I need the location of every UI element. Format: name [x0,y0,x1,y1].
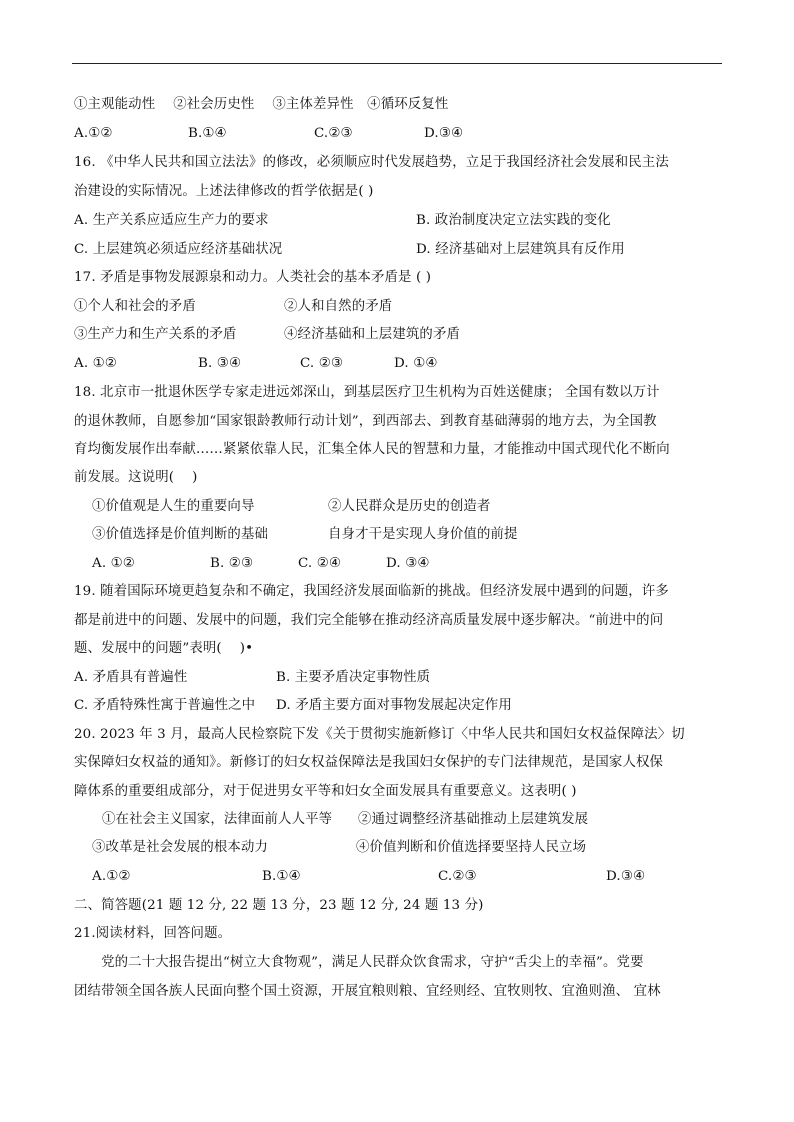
q16-stem-line2: 治建设的实际情况。上述法律修改的哲学依据是( ) [74,184,374,199]
q18-stem-line1: 18. 北京市一批退休医学专家走进远郊深山，到基层医疗卫生机构为百姓送健康； 全国有数以万计 [74,385,660,400]
q17-stem: 17. 矛盾是事物发展源泉和动力。人类社会的基本矛盾是 ( ) [74,270,432,285]
q16-option-c: C. 上层建筑必须适应经济基础状况 [74,242,283,257]
q19-stem-line1: 19. 随着国际环境更趋复杂和不确定，我国经济发展面临新的挑战。但经济发展中遇到的问题，许多 [74,584,669,599]
q20-stem-line2: 实保障妇女权益的通知》。新修订的妇女权益保障法是我国妇女保护的专门法律规范，是国家人权保 [74,755,664,770]
header-rule [72,63,722,64]
q16-stem-line1: 16. 《中华人民共和国立法法》的修改，必须顺应时代发展趋势，立足于我国经济社会发展和民主法 [74,155,669,170]
q15-option-a: A.①② [74,126,113,141]
section-heading: 二、简答题(21 题 12 分, 22 题 13 分，23 题 12 分, 24 题 13 分) [74,898,484,913]
q20-option-a: A.①② [92,869,131,884]
q19-option-c: C. 矛盾特殊性寓于普遍性之中 [74,698,256,713]
q18-option-c: C. ②④ [298,556,342,571]
q20-option-b: B.①④ [262,869,301,884]
q18-stem-line4: 前发展。这说明( ) [74,470,198,485]
q21-paragraph-line2: 团结带领全国各族人民面向整个国土资源，开展宜粮则粮、宜经则经、宜牧则牧、宜渔则渔、 宜林 [74,984,661,999]
q17-statement-4: ④经济基础和上层建筑的矛盾 [284,327,461,342]
q20-option-d: D.③④ [606,869,646,884]
q15-option-d: D.③④ [424,126,464,141]
q18-statement-4: 自身才干是实现人身价值的前提 [328,527,518,542]
q17-statement-2: ②人和自然的矛盾 [284,299,393,314]
q17-statement-1: ①个人和社会的矛盾 [74,299,196,314]
q17-statement-3: ③生产力和生产关系的矛盾 [74,327,237,342]
q18-statement-3: ③价值选择是价值判断的基础 [92,527,269,542]
q18-option-d: D. ③④ [386,556,430,571]
q19-stem-line3: 题、发展中的问题”表明( )• [74,641,254,656]
q21-stem: 21.阅读材料，回答问题。 [74,926,232,941]
q16-option-d: D. 经济基础对上层建筑具有反作用 [416,242,625,257]
q20-statement-3: ③改革是社会发展的根本动力 [92,840,269,855]
q19-option-d: D. 矛盾主要方面对事物发展起决定作用 [276,698,512,713]
q18-stem-line3: 育均衡发展作出奉献……紧紧依靠人民，汇集全体人民的智慧和力量，才能推动中国式现代化不断向 [74,442,670,457]
q19-option-b: B. 主要矛盾决定事物性质 [276,670,431,685]
q18-option-a: A. ①② [92,556,135,571]
q20-statement-4: ④价值判断和价值选择要坚持人民立场 [356,840,587,855]
q15-statements: ①主观能动性 ②社会历史性 ③主体差异性 ④循环反复性 [74,97,449,112]
q16-option-a: A. 生产关系应适应生产力的要求 [74,213,269,228]
q16-option-b: B. 政治制度决定立法实践的变化 [416,213,611,228]
q20-stem-line3: 障体系的重要组成部分，对于促进男女平等和妇女全面发展具有重要意义。这表明( ) [74,784,577,799]
q17-option-c: C. ②③ [300,356,344,371]
q19-stem-line2: 都是前进中的问题、发展中的问题，我们完全能够在推动经济高质量发展中逐步解决。“前进中的问 [74,613,664,628]
q18-option-b: B. ②③ [210,556,254,571]
q15-option-b: B.①④ [188,126,227,141]
q17-option-d: D. ①④ [394,356,438,371]
q21-paragraph-line1: 党的二十大报告提出“树立大食物观”，满足人民群众饮食需求，守护“舌尖上的幸福”。党要 [74,955,644,970]
q20-statement-1: ①在社会主义国家，法律面前人人平等 [102,812,333,827]
q20-statement-2: ②通过调整经济基础推动上层建筑发展 [358,812,589,827]
q17-option-b: B. ③④ [198,356,242,371]
q20-option-c: C.②③ [438,869,477,884]
q15-option-c: C.②③ [314,126,353,141]
q18-statement-1: ①价值观是人生的重要向导 [92,499,255,514]
q19-option-a: A. 矛盾具有普遍性 [74,670,188,685]
q20-stem-line1: 20. 2023 年 3 月，最高人民检察院下发《关于贯彻实施新修订〈中华人民共和国妇女权益保障法〉切 [74,727,685,742]
q18-stem-line2: 的退休教师，自愿参加“国家银龄教师行动计划”，到西部去、到教育基础薄弱的地方去，为全国教 [74,414,657,429]
q18-statement-2: ②人民群众是历史的创造者 [328,499,491,514]
q17-option-a: A. ①② [74,356,117,371]
